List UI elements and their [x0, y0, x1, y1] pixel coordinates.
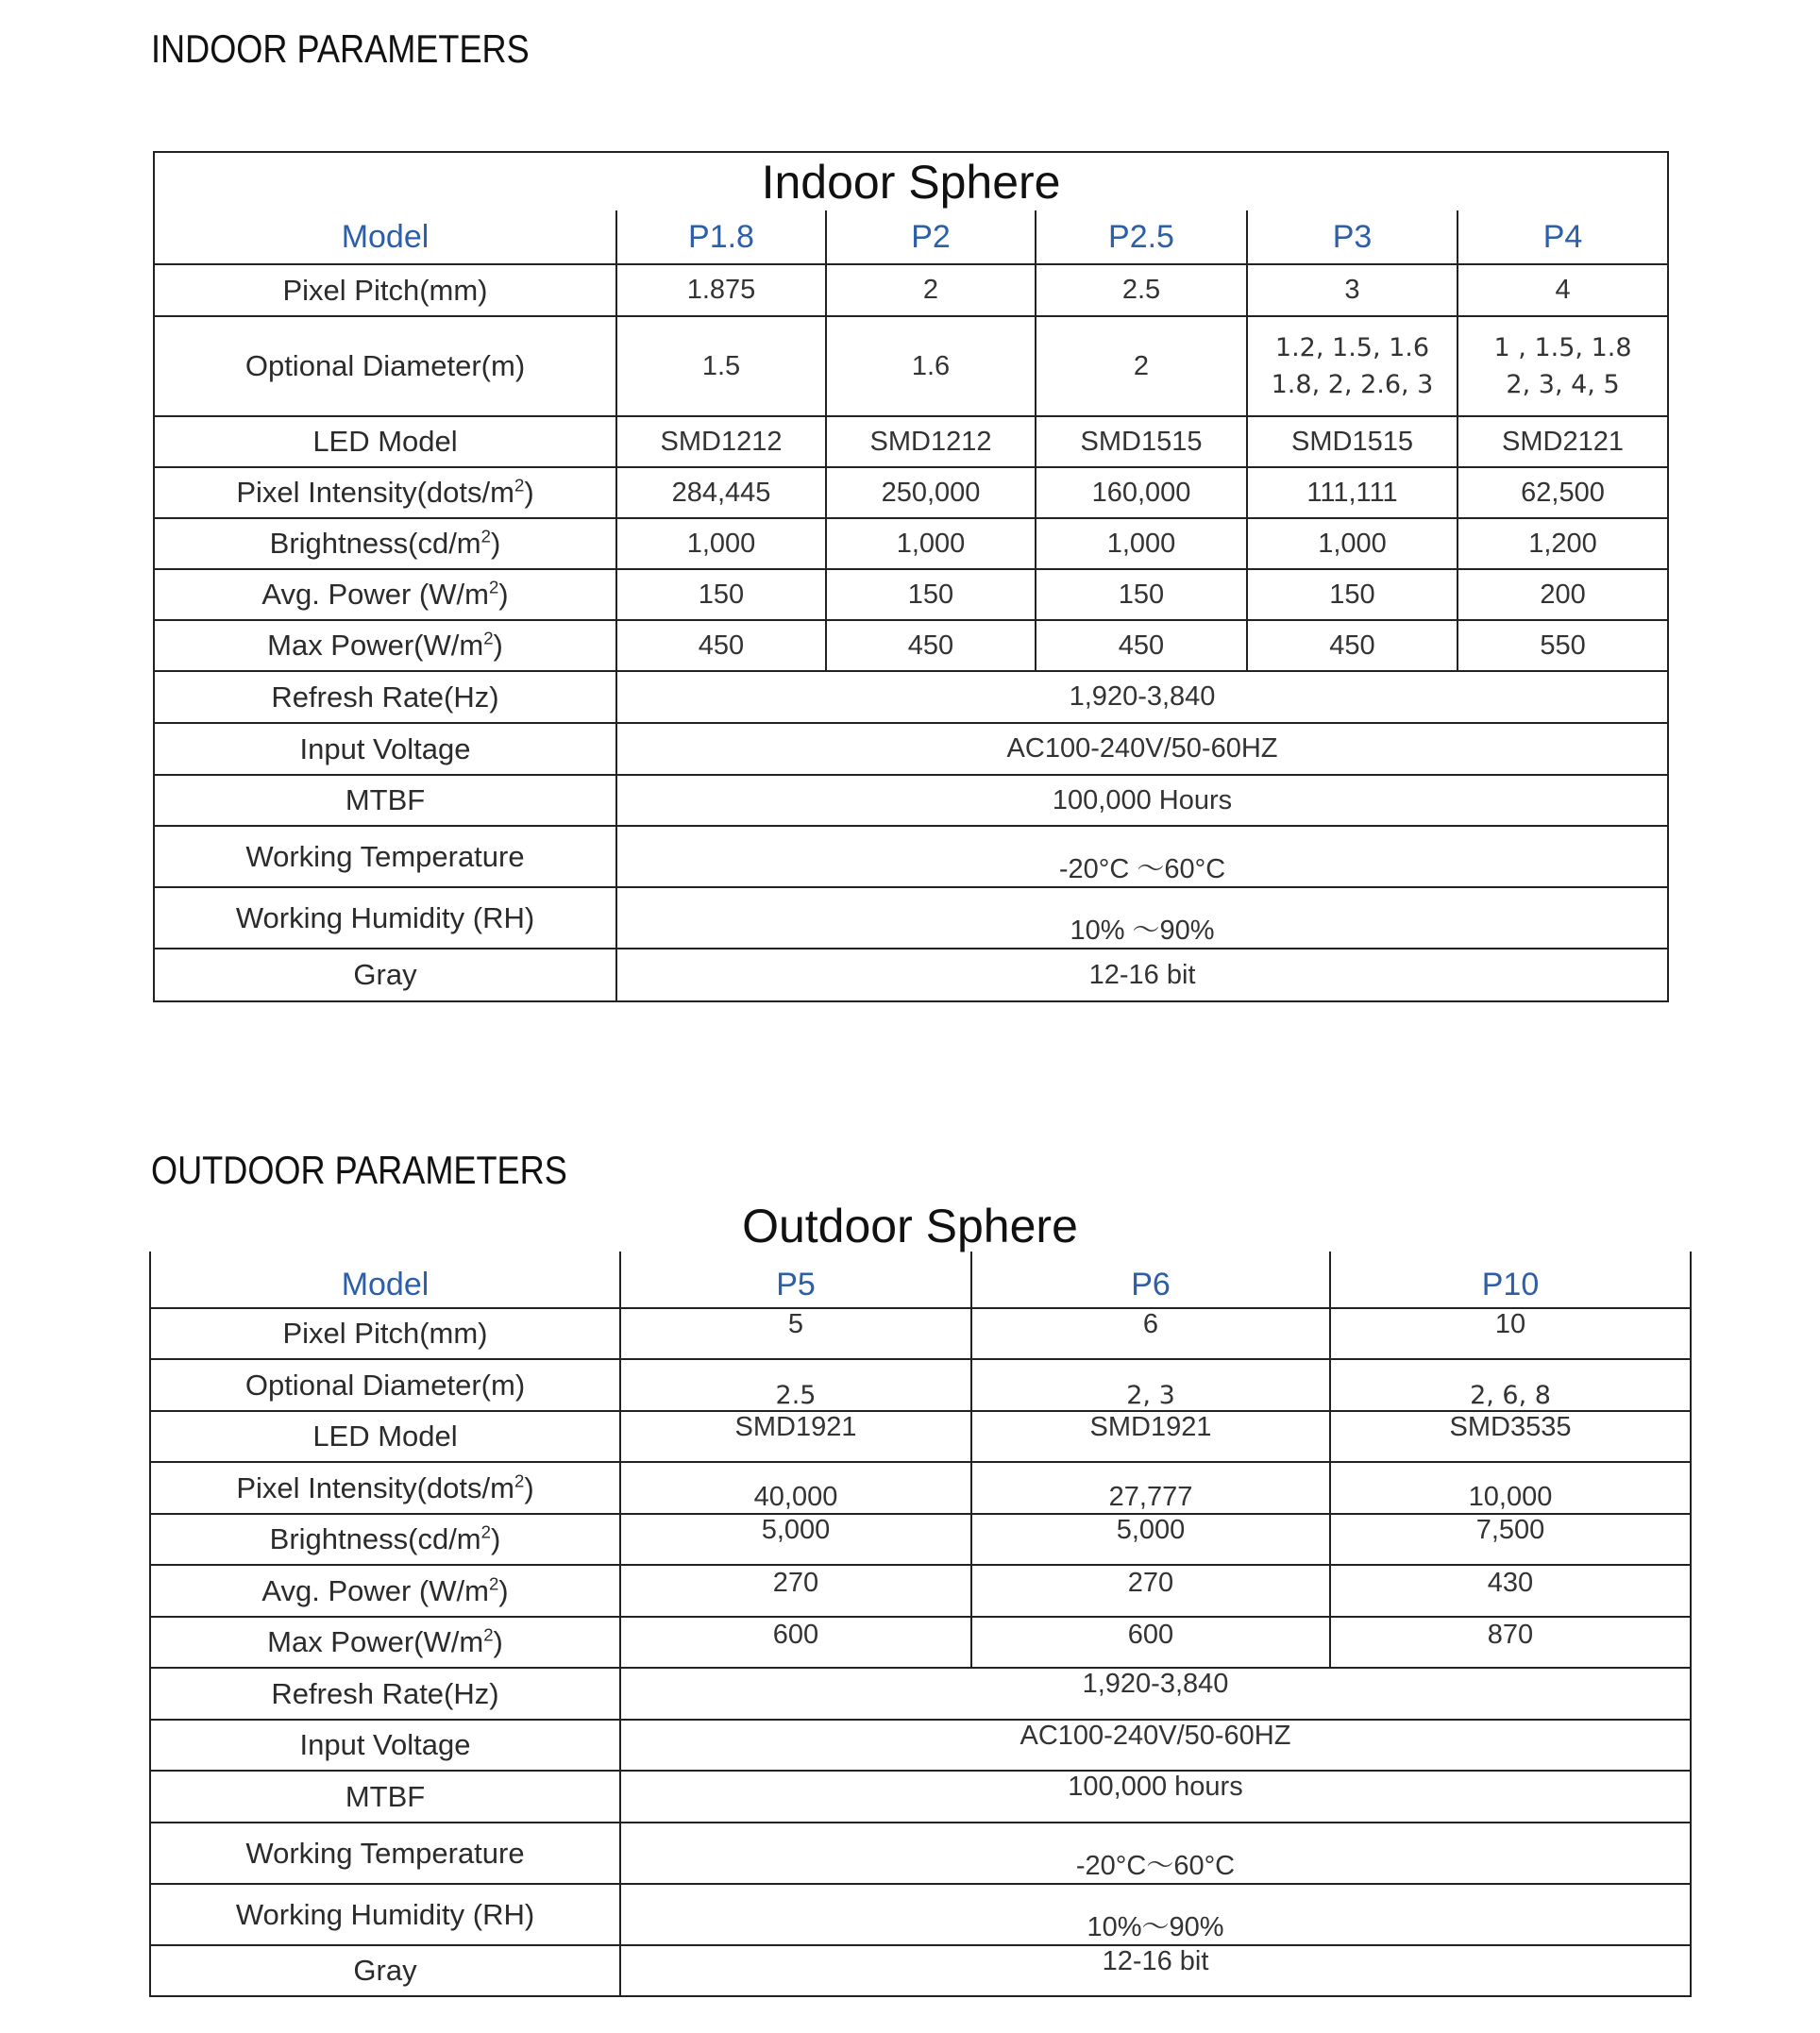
cell-value: 284,445	[616, 467, 826, 518]
row-label: Input Voltage	[150, 1720, 620, 1771]
shared-value: 10%～90%	[620, 1884, 1691, 1945]
cell-value: 550	[1458, 620, 1668, 671]
table-row	[150, 1668, 1691, 1720]
outdoor-table-title: Outdoor Sphere	[742, 1200, 1078, 1252]
cell-value: 5,000	[971, 1514, 1330, 1565]
table-row	[154, 887, 1668, 949]
model-header: P4	[1458, 210, 1668, 264]
table-row	[154, 316, 1668, 416]
cell-value: SMD1921	[971, 1411, 1330, 1462]
row-label: Refresh Rate(Hz)	[150, 1668, 620, 1720]
row-label: Refresh Rate(Hz)	[154, 671, 616, 723]
cell-value: 1,000	[616, 518, 826, 569]
cell-value: 150	[616, 569, 826, 620]
indoor-section-title: INDOOR PARAMETERS	[151, 26, 530, 71]
cell-value: 270	[971, 1565, 1330, 1617]
cell-value: 450	[1247, 620, 1458, 671]
cell-value: SMD1212	[616, 416, 826, 467]
table-row	[150, 1945, 1691, 1996]
model-header: P5	[620, 1252, 971, 1308]
row-label: Avg. Power $(W/m^2)$	[154, 569, 616, 620]
shared-value: 1,920-3,840	[616, 671, 1668, 723]
shared-value: 100,000 hours	[620, 1771, 1691, 1823]
cell-value: 160,000	[1036, 467, 1247, 518]
model-header-label: Model	[154, 210, 616, 264]
row-label: $Brightness(cd/m^2)$	[150, 1514, 620, 1565]
cell-value: 1,200	[1458, 518, 1668, 569]
cell-value: 870	[1330, 1617, 1691, 1668]
cell-value: 1.5	[616, 316, 826, 416]
cell-value: 600	[620, 1617, 971, 1668]
cell-value: 10	[1330, 1308, 1691, 1359]
row-label: Working Temperature	[154, 826, 616, 887]
row-label: Gray	[154, 949, 616, 1001]
row-label: Optional Diameter(m)	[150, 1359, 620, 1411]
cell-value: 6	[971, 1308, 1330, 1359]
table-row	[150, 1884, 1691, 1945]
cell-value: 200	[1458, 569, 1668, 620]
row-label: Gray	[150, 1945, 620, 1996]
row-label: Input Voltage	[154, 723, 616, 775]
outdoor-spec-table	[149, 1252, 1692, 1997]
cell-value: 2.5	[620, 1359, 971, 1411]
model-header-label: Model	[150, 1252, 620, 1308]
table-row	[150, 1720, 1691, 1771]
cell-value: 111,111	[1247, 467, 1458, 518]
table-row	[154, 671, 1668, 723]
model-header: P1.8	[616, 210, 826, 264]
cell-value: 2	[826, 264, 1036, 316]
table-row	[150, 1565, 1691, 1617]
cell-value: 3	[1247, 264, 1458, 316]
table-row	[150, 1462, 1691, 1514]
shared-value: 100,000 Hours	[616, 775, 1668, 826]
shared-value: -20°C ～60°C	[616, 826, 1668, 887]
cell-value: SMD2121	[1458, 416, 1668, 467]
row-label: Pixel Pitch(mm)	[150, 1308, 620, 1359]
cell-value: 1,000	[1247, 518, 1458, 569]
cell-value: SMD1515	[1036, 416, 1247, 467]
table-row	[150, 1514, 1691, 1565]
model-header: P2.5	[1036, 210, 1247, 264]
shared-value: 12-16 bit	[616, 949, 1668, 1001]
model-header: P3	[1247, 210, 1458, 264]
model-header: P6	[971, 1252, 1330, 1308]
cell-value: SMD1921	[620, 1411, 971, 1462]
cell-value: 1.2, 1.5, 1.6 1.8, 2, 2.6, 3	[1247, 316, 1458, 416]
cell-value: 5,000	[620, 1514, 971, 1565]
table-row	[154, 775, 1668, 826]
shared-value: 1,920-3,840	[620, 1668, 1691, 1720]
row-label: LED Model	[154, 416, 616, 467]
cell-value: 450	[616, 620, 826, 671]
cell-value: 1.6	[826, 316, 1036, 416]
table-row	[154, 264, 1668, 316]
table-row	[154, 723, 1668, 775]
cell-value: 250,000	[826, 467, 1036, 518]
table-row	[154, 467, 1668, 518]
cell-value: 10,000	[1330, 1462, 1691, 1514]
shared-value: 10% ～90%	[616, 887, 1668, 949]
cell-value: 1.875	[616, 264, 826, 316]
row-label: $Brightness(cd/m^2)$	[154, 518, 616, 569]
cell-value: 150	[1247, 569, 1458, 620]
row-label: Optional Diameter(m)	[154, 316, 616, 416]
table-row	[154, 569, 1668, 620]
table-row	[150, 1359, 1691, 1411]
table-row	[150, 1617, 1691, 1668]
row-label: Working Humidity (RH)	[150, 1884, 620, 1945]
table-row	[154, 826, 1668, 887]
shared-value: AC100-240V/50-60HZ	[616, 723, 1668, 775]
model-header: P10	[1330, 1252, 1691, 1308]
table-row	[150, 1308, 1691, 1359]
row-label: Max $Power(W/m^2)$	[154, 620, 616, 671]
cell-value: 450	[826, 620, 1036, 671]
cell-value: 27,777	[971, 1462, 1330, 1514]
indoor-spec-table	[153, 151, 1669, 1002]
row-label: MTBF	[150, 1771, 620, 1823]
table-row	[154, 620, 1668, 671]
table-row	[150, 1411, 1691, 1462]
cell-value: 5	[620, 1308, 971, 1359]
row-label: Working Humidity (RH)	[154, 887, 616, 949]
cell-value: 150	[826, 569, 1036, 620]
cell-value: 62,500	[1458, 467, 1668, 518]
table-row	[154, 949, 1668, 1001]
cell-value: 1 , 1.5, 1.8 2, 3, 4, 5	[1458, 316, 1668, 416]
cell-value: 430	[1330, 1565, 1691, 1617]
cell-value: 2	[1036, 316, 1247, 416]
table-row	[150, 1771, 1691, 1823]
row-label: Pixel Pitch(mm)	[154, 264, 616, 316]
cell-value: SMD3535	[1330, 1411, 1691, 1462]
row-label: Max $Power(W/m^2)$	[150, 1617, 620, 1668]
cell-value: 600	[971, 1617, 1330, 1668]
row-label: Avg. Power $(W/m^2)$	[150, 1565, 620, 1617]
row-label: Working Temperature	[150, 1823, 620, 1884]
cell-value: 7,500	[1330, 1514, 1691, 1565]
shared-value: -20°C～60°C	[620, 1823, 1691, 1884]
shared-value: 12-16 bit	[620, 1945, 1691, 1996]
indoor-table-title: Indoor Sphere	[154, 152, 1668, 210]
cell-value: 2.5	[1036, 264, 1247, 316]
cell-value: 450	[1036, 620, 1247, 671]
row-label: LED Model	[150, 1411, 620, 1462]
outdoor-section-title: OUTDOOR PARAMETERS	[151, 1148, 567, 1192]
cell-value: 4	[1458, 264, 1668, 316]
shared-value: AC100-240V/50-60HZ	[620, 1720, 1691, 1771]
model-header: P2	[826, 210, 1036, 264]
cell-value: 1,000	[1036, 518, 1247, 569]
cell-value: 270	[620, 1565, 971, 1617]
table-row	[154, 518, 1668, 569]
row-label: MTBF	[154, 775, 616, 826]
cell-value: 40,000	[620, 1462, 971, 1514]
cell-value: SMD1212	[826, 416, 1036, 467]
row-label: Pixel $Intensity(dots/m^2)$	[150, 1462, 620, 1514]
cell-value: SMD1515	[1247, 416, 1458, 467]
table-row	[150, 1823, 1691, 1884]
table-row	[154, 416, 1668, 467]
cell-value: 1,000	[826, 518, 1036, 569]
cell-value: 2, 3	[971, 1359, 1330, 1411]
row-label: Pixel $Intensity(dots/m^2)$	[154, 467, 616, 518]
cell-value: 2, 6, 8	[1330, 1359, 1691, 1411]
cell-value: 150	[1036, 569, 1247, 620]
